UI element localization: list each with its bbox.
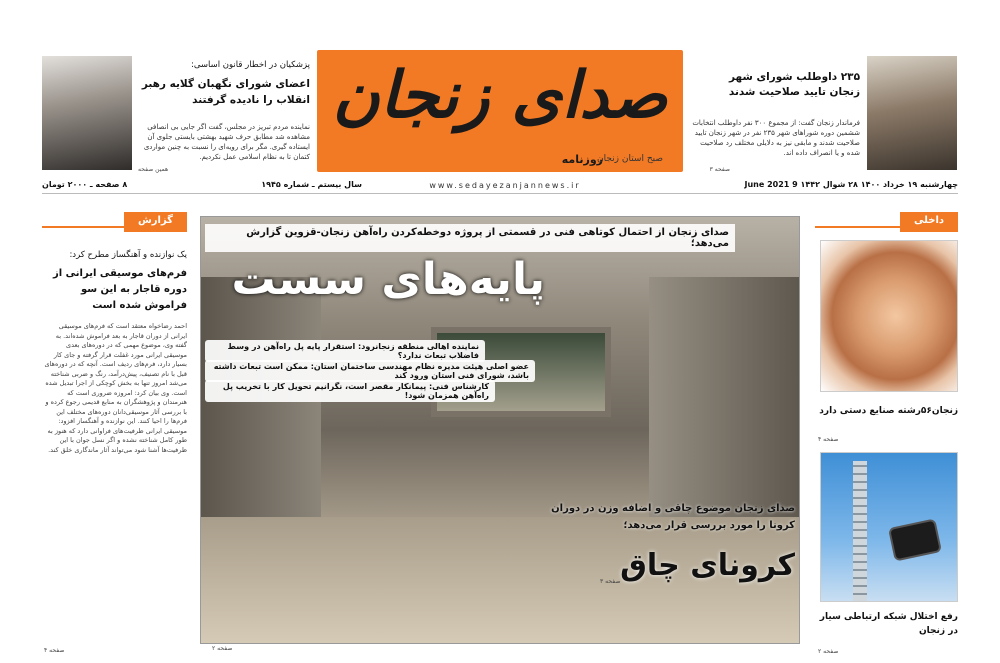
dateline-price: ۸ صفحه ـ ۲۰۰۰ تومان bbox=[42, 180, 128, 189]
left-top-photo bbox=[42, 56, 132, 170]
domestic-story2-page-ref: صفحه ۲ bbox=[818, 648, 839, 655]
tunnel-wall-left bbox=[201, 277, 321, 547]
report-page-ref: صفحه ۴ bbox=[44, 647, 65, 654]
handicraft-photo bbox=[820, 240, 958, 392]
main-caption-1: نماینده اهالی منطقه زنجانرود: استقرار پایه پل راه‌آهن در وسط فاضلاب تبعات ندارد؟ bbox=[205, 340, 485, 362]
left-top-headline[interactable]: اعضای شورای نگهبان گلایه رهبر انقلاب را نادیده گرفتند bbox=[141, 78, 310, 106]
right-top-page-ref: صفحه ۳ bbox=[709, 166, 730, 173]
left-top-page-ref: همین صفحه bbox=[138, 166, 169, 173]
website-url[interactable]: www.sedayezanjannews.ir bbox=[429, 181, 581, 190]
main-caption-3: کارشناس فنی: پیمانکار مقصر است، نگرانیم تحویل کار با تخریب پل راه‌آهن همزمان شود! bbox=[205, 380, 495, 402]
main-page-ref: صفحه ۲ bbox=[212, 645, 233, 652]
dateline-date: چهارشنبه ۱۹ خرداد ۱۴۰۰ ۲۸ شوال ۱۴۴۲ 9 June 2021 bbox=[744, 180, 958, 189]
sub-kicker: صدای زنجان موضوع چاقی و اضافه وزن در دوران کرونا را مورد بررسی قرار می‌دهد؛ bbox=[551, 503, 795, 531]
main-caption-2: عضو اصلی هیئت مدیره نظام مهندسی ساختمان استان: ممکن است تبعات داشته باشد، شورای فنی استان ورود کند bbox=[205, 360, 535, 382]
left-top-kicker: پزشکیان در اخطار قانون اساسی: bbox=[190, 60, 310, 70]
section-domestic-label: داخلی bbox=[900, 212, 958, 232]
report-headline[interactable]: فرم‌های موسیقی ایرانی از دوره قاجار به این سو فراموش شده است bbox=[53, 268, 187, 311]
domestic-story1-page-ref: صفحه ۴ bbox=[818, 436, 839, 443]
right-top-photo bbox=[867, 56, 957, 170]
tunnel-wall-right bbox=[649, 277, 799, 537]
domestic-story2-headline[interactable]: رفع اختلال شبکه ارتباطی سیار در زنجان bbox=[819, 612, 958, 636]
logo-title: صدای زنجان bbox=[332, 58, 668, 133]
sub-headline[interactable]: کرونای چاق bbox=[620, 548, 795, 583]
left-top-body: نماینده مردم تبریز در مجلس، گفت اگر جایی بی انصافی مشاهده شد مطابق حرف شهید بهشتی بایستی جلوی آن ایستاده گیری. مگر برای رویه‌ای را نسبت به چنین مواردی کتمان تا به نظام اسلامی عمل نکردیم. bbox=[143, 123, 310, 161]
section-header-domestic bbox=[815, 208, 958, 228]
sub-page-ref: صفحه ۳ bbox=[600, 578, 621, 585]
cell-tower-photo bbox=[820, 452, 958, 602]
right-top-headline[interactable]: ۲۳۵ داوطلب شورای شهر زنجان تایید صلاحیت شدند bbox=[728, 71, 860, 98]
domestic-story1-headline[interactable]: زنجان۵۶رشته صنایع دستی دارد bbox=[819, 406, 958, 416]
section-header-report bbox=[42, 208, 187, 228]
logo-subtitle-2: صبح استان زنجان bbox=[596, 154, 663, 164]
dateline-bar bbox=[42, 180, 958, 194]
cell-tower-icon bbox=[853, 461, 867, 601]
report-kicker: یک نوازنده و آهنگساز مطرح کرد: bbox=[69, 250, 187, 260]
dateline-issue: سال بیستم ـ شماره ۱۹۴۵ bbox=[261, 180, 362, 189]
report-body: احمد رضاخواه معتقد است که فرم‌های موسیقی ایرانی از دوران قاجار به بعد فراموش شده‌اند. به گفته وی، موضوع مهمی که در دوره‌های بعدی موسیقی ایرانی مورد غفلت قرار گرفته و جای کار بسیار دارد، فرم‌های ردیف است. آنچه که در دوره‌های قبل با نام تصنیف، پیش‌درآمد، رنگ و ضربی شناخته می‌شد امروز تنها به بخش کوچکی از اجرا تبدیل شده است. وی بیان کرد: امروزه ضروری است که هنرمندان و پژوهشگران به منابع قدیمی رجوع کرده و با بررسی آثار موسیقی‌دانان دوره‌های مختلف این فرم‌ها را احیا کنند. این نوازنده و آهنگساز افزود: موسیقی ایرانی ظرفیت‌های فراوانی دارد که هنوز به طور کامل شناخته نشده و اگر نسل جوان با این ظرفیت‌ها آشنا شود می‌تواند آثار ماندگاری خلق کند. bbox=[44, 322, 187, 454]
right-top-body: فرماندار زنجان گفت: از مجموع ۳۰۰ نفر داوطلب انتخابات ششمین دوره شوراهای شهر ۲۳۵ نفر در شهر زنجان تایید صلاحیت شدند و مابقی نیز به دلایلی مختلف رد صلاحیت شده و یا انصراف داده اند. bbox=[692, 119, 860, 157]
phone-icon bbox=[888, 518, 942, 561]
masthead-logo bbox=[317, 50, 683, 172]
section-report-label: گزارش bbox=[124, 212, 187, 232]
main-kicker: صدای زنجان از احتمال کوتاهی فنی در قسمتی از پروژه دوخطه‌کردن راه‌آهن زنجان-قزوین گزارش می‌دهد؛ bbox=[205, 224, 735, 252]
logo-subtitle: روزنامه bbox=[561, 153, 603, 166]
main-headline[interactable]: پایه‌های سست bbox=[231, 254, 545, 305]
